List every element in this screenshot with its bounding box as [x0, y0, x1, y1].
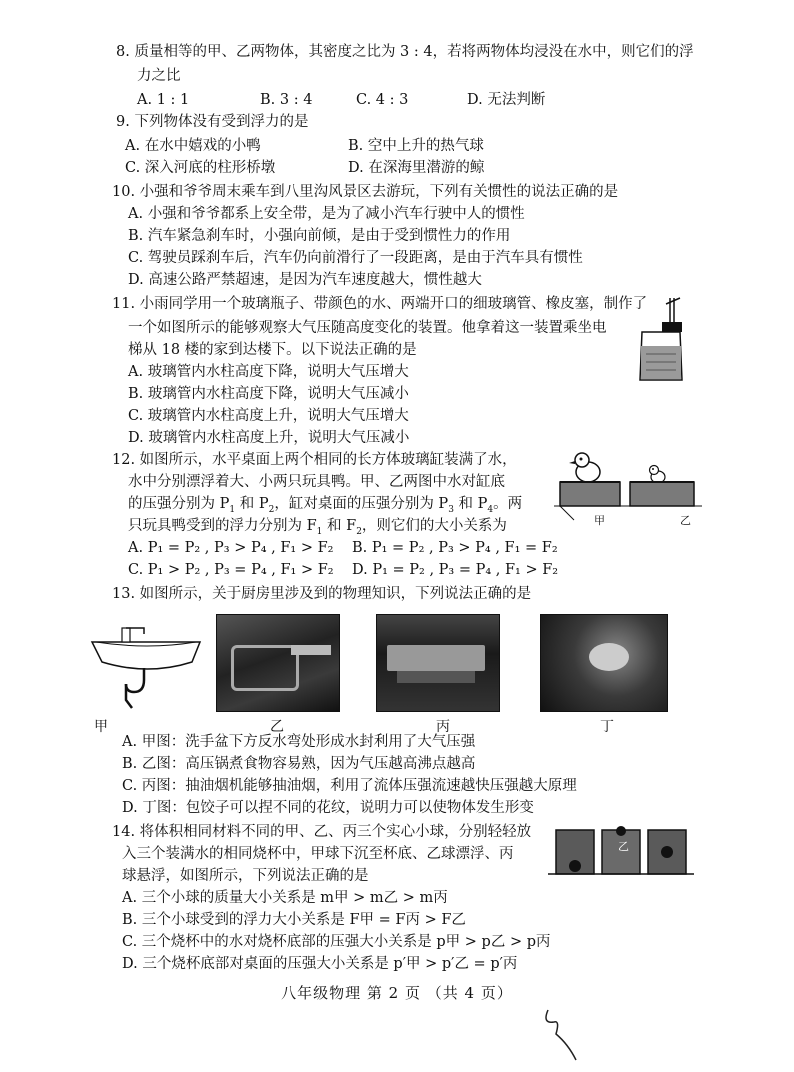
q11-option-a: A. 玻璃管内水柱高度下降，说明大气压增大 — [128, 364, 409, 380]
q12-stem-line3: 的压强分别为 $P_1$ 和 $P_2$，缸对桌面的压强分别为 $P_3$ 和 $P_4$。两 — [128, 496, 523, 515]
q11-stem-line1: 11. 小雨同学用一个玻璃瓶子、带颜色的水、两端开口的细玻璃管、橡皮塞，制作了 — [112, 296, 648, 312]
q11-option-d: D. 玻璃管内水柱高度上升，说明大气压减小 — [128, 430, 410, 446]
dumpling-photo — [540, 614, 668, 712]
q11-stem-line3: 梯从 18 楼的家到达楼下。以下说法正确的是 — [128, 342, 417, 358]
q8-stem-line2: 力之比 — [137, 68, 181, 84]
q8-option-c: C. 4 : 3 — [356, 92, 409, 108]
sink-figure — [88, 618, 206, 710]
q10-option-a: A. 小强和爷爷都系上安全带，是为了减小汽车行驶中人的惯性 — [128, 206, 525, 222]
q13-option-c: C. 丙图：抽油烟机能够抽油烟，利用了流体压强流速越快压强越大原理 — [122, 778, 577, 794]
figure-caption-ding: 丁 — [600, 719, 614, 735]
q14-stem-line2: 入三个装满水的相同烧杯中，甲球下沉至杯底、乙球漂浮、丙 — [122, 846, 514, 862]
q13-option-a: A. 甲图：洗手盆下方反水弯处形成水封利用了大气压强 — [122, 734, 476, 750]
q9-option-d: D. 在深海里潜游的鲸 — [348, 160, 485, 176]
q8-option-a: A. 1 : 1 — [137, 92, 190, 108]
range-hood-photo — [376, 614, 500, 712]
q8-stem-line1: 8. 质量相等的甲、乙两物体，其密度之比为 3 : 4，若将两物体均浸没在水中，则它们的浮 — [116, 44, 694, 60]
q12-stem-line2: 水中分别漂浮着大、小两只玩具鸭。甲、乙两图中水对缸底 — [128, 474, 505, 490]
q14-option-d: D. 三个烧杯底部对桌面的压强大小关系是 p′甲 > p′乙 = p′丙 — [122, 956, 518, 972]
q9-option-a: A. 在水中嬉戏的小鸭 — [125, 138, 261, 154]
q14-option-a: A. 三个小球的质量大小关系是 m甲 > m乙 > m丙 — [122, 890, 448, 906]
q12-option-c: C. P₁ > P₂ , P₃ = P₄ , F₁ > F₂ — [128, 562, 334, 578]
q10-option-b: B. 汽车紧急刹车时，小强向前倾，是由于受到惯性力的作用 — [128, 228, 511, 244]
q14-stem-line1: 14. 将体积相同材料不同的甲、乙、丙三个实心小球，分别轻轻放 — [112, 824, 532, 840]
figure-caption-jia: 甲 — [94, 719, 108, 735]
q14-option-b: B. 三个小球受到的浮力大小关系是 F甲 = F丙 > F乙 — [122, 912, 466, 928]
q12-stem-line4: 只玩具鸭受到的浮力分别为 $F_1$ 和 $F_2$，则它们的大小关系为 — [128, 518, 507, 537]
q10-stem: 10. 小强和爷爷周末乘车到八里沟风景区去游玩，下列有关惯性的说法正确的是 — [112, 184, 619, 200]
beaker-yi-label: 乙 — [618, 840, 629, 853]
page-footer: 八年级物理 第 2 页 （共 4 页） — [281, 984, 513, 1002]
q14-stem-line3: 球悬浮，如图所示，下列说法正确的是 — [122, 868, 369, 884]
q8-option-d: D. 无法判断 — [467, 92, 546, 108]
q14-option-c: C. 三个烧杯中的水对烧杯底部的压强大小关系是 p甲 > p乙 > p丙 — [122, 934, 551, 950]
tank-jia-label: 甲 — [594, 514, 605, 527]
q11-stem-line2: 一个如图所示的能够观察大气压随高度变化的装置。他拿着这一装置乘坐电 — [128, 320, 607, 336]
pressure-cooker-photo — [216, 614, 340, 712]
figure-caption-bing: 丙 — [436, 719, 450, 735]
q10-option-d: D. 高速公路严禁超速，是因为汽车速度越大，惯性越大 — [128, 272, 482, 288]
q13-option-b: B. 乙图：高压锅煮食物容易熟，因为气压越高沸点越高 — [122, 756, 476, 772]
q8-option-b: B. 3 : 4 — [260, 92, 313, 108]
q13-stem: 13. 如图所示，关于厨房里涉及到的物理知识，下列说法正确的是 — [112, 586, 532, 602]
tank-yi-label: 乙 — [680, 514, 691, 527]
q11-option-c: C. 玻璃管内水柱高度上升，说明大气压增大 — [128, 408, 409, 424]
q10-option-c: C. 驾驶员踩刹车后，汽车仍向前滑行了一段距离，是由于汽车具有惯性 — [128, 250, 583, 266]
q13-option-d: D. 丁图：包饺子可以捏不同的花纹，说明力可以使物体发生形变 — [122, 800, 534, 816]
q11-option-b: B. 玻璃管内水柱高度下降，说明大气压减小 — [128, 386, 409, 402]
q9-stem: 9. 下列物体没有受到浮力的是 — [116, 114, 309, 130]
q9-option-b: B. 空中上升的热气球 — [348, 138, 484, 154]
handwritten-mark — [540, 1004, 590, 1064]
barometer-bottle-figure — [636, 296, 686, 382]
q12-option-d: D. P₁ = P₂ , P₃ = P₄ , F₁ > F₂ — [352, 562, 559, 578]
q12-option-b: B. P₁ = P₂ , P₃ > P₄ , F₁ = F₂ — [352, 540, 558, 556]
figure-caption-yi: 乙 — [270, 719, 284, 735]
q9-option-c: C. 深入河底的柱形桥墩 — [125, 160, 276, 176]
q12-option-a: A. P₁ = P₂ , P₃ > P₄ , F₁ > F₂ — [128, 540, 334, 556]
q12-stem-line1: 12. 如图所示，水平桌面上两个相同的长方体玻璃缸装满了水， — [112, 452, 517, 468]
